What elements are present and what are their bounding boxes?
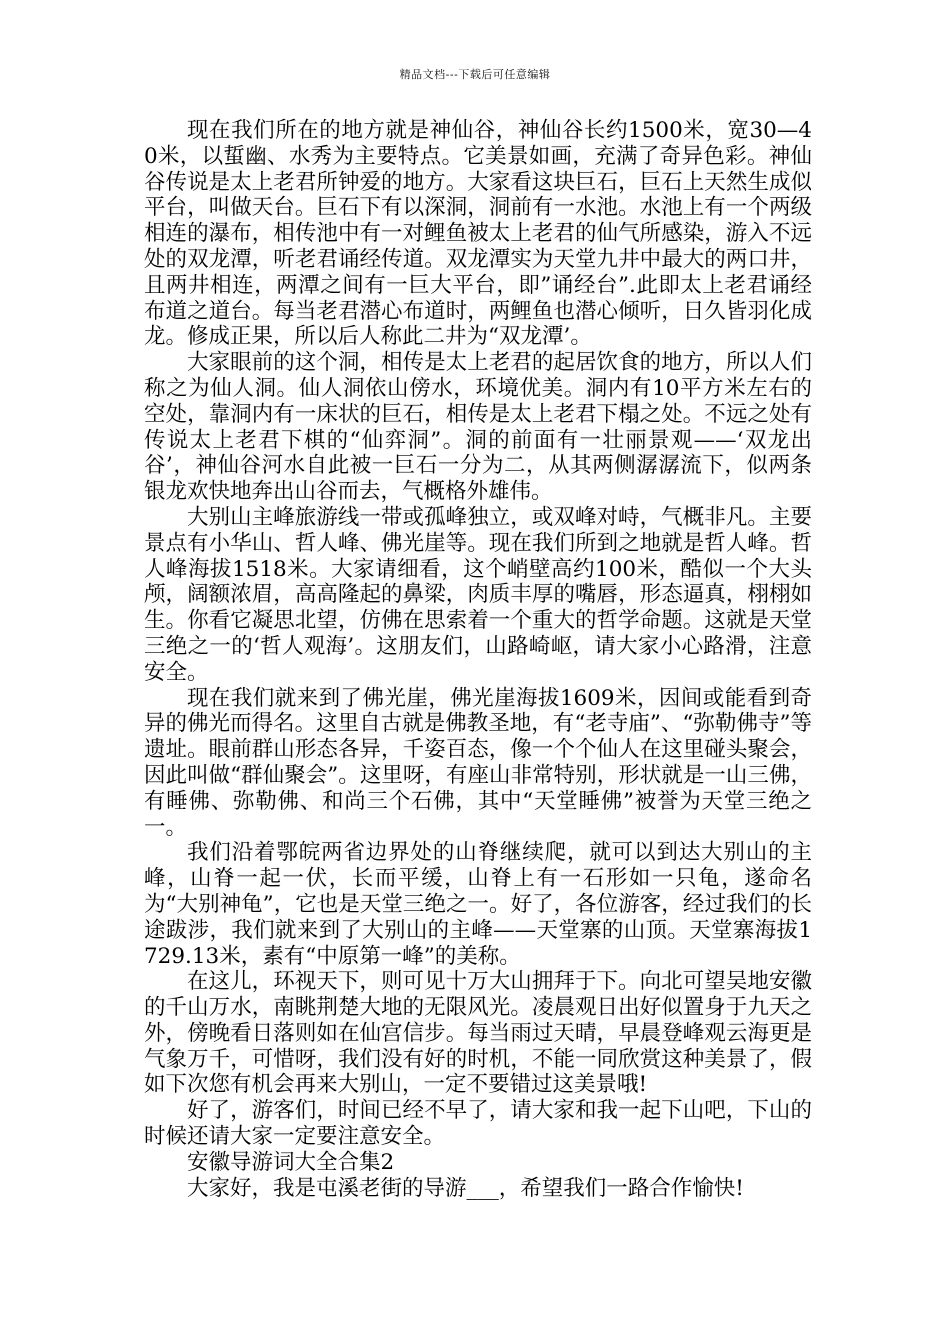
document-body xyxy=(144,118,812,1201)
paragraph-summit-view: 在这儿，环视天下，则可见十万大山拥拜于下。向北可望吴地安徽的千山万水，南眺荆楚大地的无限风光。凌晨观日出好似置身于九天之外，傍晚看日落则如在仙宫信步。每当雨过天晴，早晨登峰观云海更是气象万千，可惜呀，我们没有好的时机，不能一同欣赏这种美景了，假如下次您有机会再来大别山，一定不要错过这美景哦! xyxy=(144,969,812,1098)
paragraph-descend: 好了，游客们，时间已经不早了，请大家和我一起下山吧，下山的时候还请大家一定要注意安全。 xyxy=(144,1098,812,1150)
paragraph-tiantangzhai: 我们沿着鄂皖两省边界处的山脊继续爬，就可以到达大别山的主峰，山脊一起一伏，长而平缓，山脊上有一石形如一只龟，遂命名为“大别神龟”，它也是天堂三绝之一。好了，各位游客，经过我们的长途跋涉，我们就来到了大别山的主峰——天堂寨的山顶。天堂寨海拔1729.13米，素有“中原第一峰”的美称。 xyxy=(144,840,812,969)
paragraph-xianrendong: 大家眼前的这个洞，相传是太上老君的起居饮食的地方，所以人们称之为仙人洞。仙人洞依山傍水，环境优美。洞内有10平方米左右的空处，靠洞内有一床状的巨石，相传是太上老君下榻之处。不远之处有传说太上老君下棋的“仙弈洞”。洞的前面有一壮丽景观——‘双龙出谷’，神仙谷河水自此被一巨石一分为二，从其两侧潺潺流下，似两条银龙欢快地奔出山谷而去，气概格外雄伟。 xyxy=(144,350,812,505)
section-heading: 安徽导游词大全合集2 xyxy=(187,1149,395,1175)
paragraph-tunxi-intro: 大家好，我是屯溪老街的导游___，希望我们一路合作愉快! xyxy=(187,1175,744,1201)
paragraph-zherenfeng: 大别山主峰旅游线一带或孤峰独立，或双峰对峙，气概非凡。主要景点有小华山、哲人峰、佛光崖等。现在我们所到之地就是哲人峰。哲人峰海拔1518米。大家请细看，这个峭壁高约100米，酷似一个大头颅，阔额浓眉，高高隆起的鼻梁，肉质丰厚的嘴唇，形态逼真，栩栩如生。你看它凝思北望，仿佛在思索着一个重大的哲学命题。这就是天堂三绝之一的‘哲人观海’。这朋友们，山路崎岖，请大家小心路滑，注意安全。 xyxy=(144,504,812,685)
paragraph-foguangya: 现在我们就来到了佛光崖，佛光崖海拔1609米，因间或能看到奇异的佛光而得名。这里自古就是佛教圣地，有“老寺庙”、“弥勒佛寺”等遗址。眼前群山形态各异，千姿百态，像一个个仙人在这里碰头聚会，因此叫做“群仙聚会”。这里呀，有座山非常特别，形状就是一山三佛，有睡佛、弥勒佛、和尚三个石佛，其中“天堂睡佛”被誉为天堂三绝之一。 xyxy=(144,685,812,840)
paragraph-shenxiangu: 现在我们所在的地方就是神仙谷，神仙谷长约1500米，宽30—40米，以蜇幽、水秀为主要特点。它美景如画，充满了奇异色彩。神仙谷传说是太上老君所钟爱的地方。大家看这块巨石，巨石上天然生成似平台，叫做天台。巨石下有以深洞，洞前有一水池。水池上有一个两级相连的瀑布，相传池中有一对鲤鱼被太上老君的仙气所感染，游入不远处的双龙潭，听老君诵经传道。双龙潭实为天堂九井中最大的两口井，且两井相连，两潭之间有一巨大平台，即”诵经台”.此即太上老君诵经布道之道台。每当老君潜心布道时，两鲤鱼也潜心倾听，日久皆羽化成龙。修成正果，所以后人称此二井为“双龙潭’。 xyxy=(144,118,812,350)
page-header: 精品文档---下载后可任意编辑 xyxy=(399,68,551,81)
